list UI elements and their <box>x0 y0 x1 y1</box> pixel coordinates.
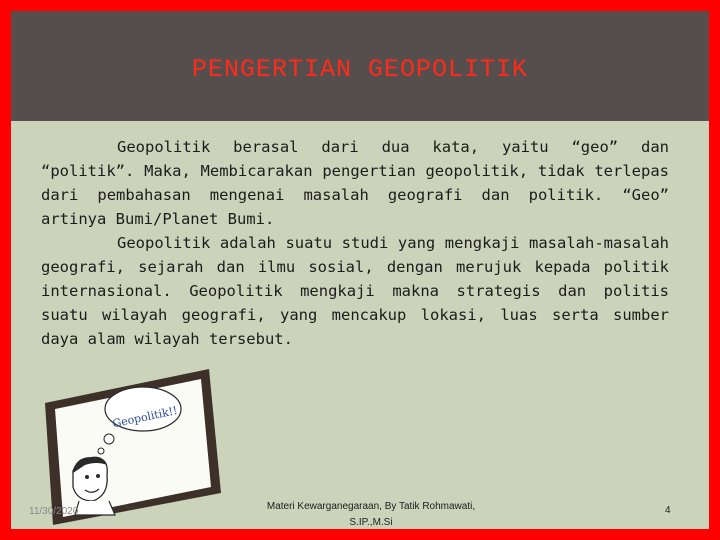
thinking-boy-illustration <box>45 369 221 529</box>
footer-author-line-2: S.IP.,M.Si <box>349 517 393 528</box>
boy-eye-left <box>85 475 89 479</box>
slide <box>11 11 709 529</box>
footer-author-line-1: Materi Kewarganegaraan, By Tatik Rohmawati, <box>266 501 476 512</box>
artist-mark: ∼∽ <box>125 504 136 511</box>
paragraph-2: Geopolitik adalah suatu studi yang mengkaji masalah-masalah geografi, sejarah dan ilmu sosial, dengan merujuk kepada politik internasional. Geopolitik mengkaji makna strategis dan politis suatu wilayah geografi, yang mencakup lokasi, luas serta sumber daya alam wilayah tersebut. <box>41 234 669 348</box>
footer-author <box>251 499 491 529</box>
thought-dot-small <box>98 448 104 454</box>
slide-title: PENGERTIAN GEOPOLITIK <box>191 55 529 84</box>
title-bar <box>11 11 709 121</box>
speech-bubble-text: Geopolitik!! <box>111 403 179 431</box>
thought-dot-large <box>104 434 114 444</box>
footer-date: 11/30/2020 <box>29 506 79 517</box>
slide-body <box>41 135 669 351</box>
paragraph-1: Geopolitik berasal dari dua kata, yaitu “geo” dan “politik”. Maka, Membicarakan pengertian geopolitik, tidak terlepas dari pembahasan mengenai masalah geografi dan politik. “Geo” artinya Bumi/Planet Bumi. <box>41 138 669 228</box>
boy-eye-right <box>96 474 100 478</box>
boy-shoulders <box>75 501 115 515</box>
page-number: 4 <box>665 505 671 516</box>
